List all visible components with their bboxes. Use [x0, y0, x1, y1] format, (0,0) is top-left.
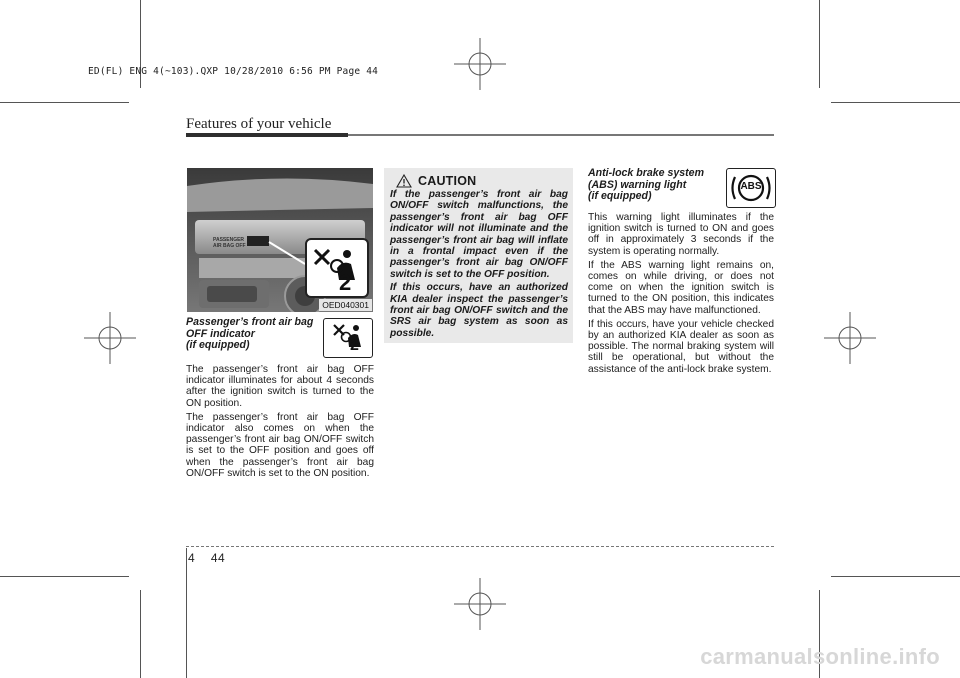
- subheading-line: OFF indicator: [186, 327, 255, 340]
- airbag-icon-number: 2: [339, 270, 352, 295]
- page-number: [188, 551, 225, 565]
- airbag-off-icon: [307, 240, 367, 296]
- airbag-indicator-text: [186, 364, 374, 482]
- dashboard-photo: [187, 168, 373, 312]
- airbag-icon-number: 2: [350, 337, 359, 354]
- airbag-off-icon: [324, 319, 372, 357]
- crop-mark: [0, 576, 129, 577]
- switch-label: [213, 238, 246, 249]
- paragraph: If this occurs, have an authorized KIA dealer inspect the passenger’s front air bag ON/OFF switch and the SRS air bag system as soon as possible.: [390, 282, 568, 339]
- registration-mark-icon: [454, 578, 506, 630]
- abs-icon-text: ABS: [740, 181, 762, 192]
- paragraph: If this occurs, have your vehicle checked by an authorized KIA dealer as soon as possible. The normal braking system will still be operational, but without the assistance of the anti-lock brake system.: [588, 318, 774, 375]
- warning-triangle-icon: [396, 174, 412, 188]
- subheading-line: Passenger’s front air bag: [186, 316, 314, 328]
- switch-label-line: AIR BAG OFF: [213, 242, 246, 249]
- footer-rule: [186, 546, 774, 547]
- crop-mark: [819, 0, 820, 88]
- switch-label-line: PASSENGER: [213, 237, 245, 243]
- paragraph: If the passenger’s front air bag ON/OFF switch malfunctions, the passenger’s front air bag OFF indicator will not illuminate and the passenger’s front air bag will inflate in a frontal impact even if the passenger’s front air bag ON/OFF switch is set to the OFF position.: [390, 189, 568, 280]
- subheading-line: Anti-lock brake system: [588, 167, 704, 179]
- crop-mark: [831, 576, 960, 577]
- paragraph: If the ABS warning light remains on, comes on while driving, or does not come on when the ignition switch is turned to the ON position, this indicates that the ABS may have malfunctioned.: [588, 259, 774, 316]
- print-slug: ED(FL) ENG 4(~103).QXP 10/28/2010 6:56 PM Page 44: [88, 66, 379, 77]
- caution-text: [390, 189, 568, 341]
- airbag-off-indicator-icon: [323, 318, 373, 358]
- registration-mark-icon: [824, 312, 876, 364]
- inset-airbag-off-icon: [305, 238, 369, 298]
- page-number-value: 44: [210, 551, 226, 565]
- title-rule: [348, 134, 774, 136]
- paragraph: The passenger’s front air bag OFF indicator illuminates for about 4 seconds after the ignition switch is turned to the ON position.: [186, 364, 374, 409]
- title-bar: [186, 133, 348, 137]
- abs-warning-text: [588, 212, 774, 378]
- registration-mark-icon: [84, 312, 136, 364]
- caution-box: [384, 168, 573, 343]
- caution-title: CAUTION: [418, 174, 477, 188]
- subheading-line: (ABS) warning light: [588, 178, 687, 191]
- abs-warning-icon: [726, 168, 776, 208]
- subheading-line: (if equipped): [186, 339, 250, 352]
- photo-code: OED040301: [319, 299, 372, 311]
- paragraph: The passenger’s front air bag OFF indicator also comes on when the passenger’s front air bag ON/OFF switch is set to the OFF position and goes off when the passenger’s front air bag ON/OFF switch is set to the ON position.: [186, 411, 374, 479]
- chapter-number: 4: [188, 551, 196, 565]
- crop-mark: [140, 590, 141, 678]
- paragraph: This warning light illuminates if the ignition switch is turned to ON and goes off in approximately 3 seconds if the system is operating normally.: [588, 212, 774, 257]
- abs-warning-subheading: [588, 168, 728, 203]
- crop-mark: [0, 102, 129, 103]
- registration-mark-icon: [454, 38, 506, 90]
- crop-mark: [186, 548, 187, 678]
- section-title: Features of your vehicle: [186, 116, 332, 132]
- crop-mark: [831, 102, 960, 103]
- subheading-line: (if equipped): [588, 190, 652, 203]
- watermark: carmanualsonline.info: [700, 644, 940, 669]
- airbag-indicator-subheading: [186, 317, 326, 352]
